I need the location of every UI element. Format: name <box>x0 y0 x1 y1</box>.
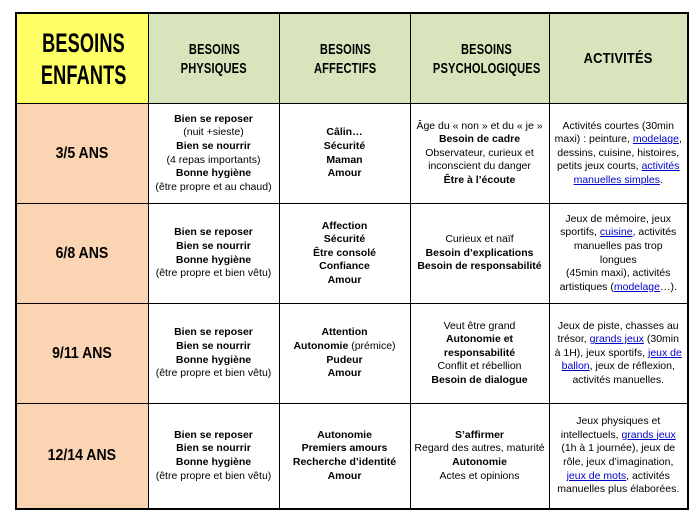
cell-line <box>152 367 276 381</box>
cell-line <box>152 326 276 340</box>
children-needs-table <box>15 12 689 510</box>
header-activities <box>549 13 688 104</box>
cell-line-text: Premiers amours <box>301 442 388 455</box>
header-physical-line2: PHYSIQUES <box>180 59 247 77</box>
cell-line <box>283 126 407 140</box>
activity-text: dessins, cuisine, histoires, <box>557 146 680 159</box>
activity-line <box>555 174 683 188</box>
activity-line <box>555 429 683 443</box>
cell-line-text: Conflit et rébellion <box>437 360 522 373</box>
activity-line <box>555 281 683 295</box>
cell-line-text: Regard des autres, maturité <box>414 442 545 455</box>
cell-line-text: Bien se nourrir <box>176 239 251 252</box>
cell-line-text: (être propre et au chaud) <box>155 180 272 193</box>
cell-line-text: Recherche d’identité <box>292 456 397 468</box>
cell-line-text: Amour <box>327 167 362 180</box>
activity-line <box>555 374 683 388</box>
cell-line <box>414 120 546 134</box>
cell-line-text: Bien se nourrir <box>176 442 251 455</box>
physical-needs-cell <box>148 304 279 404</box>
table-row <box>16 204 688 304</box>
cell-line <box>152 456 276 470</box>
age-group-label: 9/11 ANS <box>52 344 113 362</box>
cell-line <box>283 456 407 470</box>
cell-line <box>152 226 276 240</box>
header-psychological-line2: PSYCHOLOGIQUES <box>432 59 540 77</box>
affective-needs-cell <box>279 404 410 510</box>
age-group-cell <box>16 204 148 304</box>
cell-line <box>152 254 276 268</box>
cell-line <box>414 160 546 174</box>
cell-line-text: Autonomie <box>317 428 372 441</box>
cell-line-text: Affection <box>321 219 368 232</box>
activity-link[interactable]: grands jeux <box>621 428 676 441</box>
cell-line-text: Bonne hygiène <box>175 253 252 266</box>
cell-line <box>283 340 407 354</box>
psychological-needs-cell <box>410 304 549 404</box>
age-group-label: 3/5 ANS <box>55 144 109 162</box>
activities-cell <box>549 204 688 304</box>
activity-line <box>555 160 683 174</box>
header-corner-line2: ENFANTS <box>40 59 127 90</box>
activity-line <box>555 147 683 161</box>
activity-line <box>555 470 683 484</box>
activity-link[interactable]: cuisine <box>599 226 633 239</box>
cell-line <box>283 247 407 261</box>
table-body <box>16 104 688 510</box>
cell-line-text: Bonne hygiène <box>175 167 252 180</box>
cell-line <box>283 167 407 181</box>
cell-line-text: Bonne hygiène <box>175 353 252 366</box>
cell-line-text: Âge du « non » et du « je » <box>416 119 543 132</box>
cell-line <box>283 154 407 168</box>
cell-line-text: Bien se nourrir <box>176 139 251 152</box>
affective-needs-cell <box>279 104 410 204</box>
cell-line <box>414 429 546 443</box>
header-affective-line2: AFFECTIFS <box>313 59 376 77</box>
cell-line-text: Bonne hygiène <box>175 456 252 468</box>
activity-text: rôle, jeux d’imagination, <box>563 456 674 468</box>
cell-line <box>414 374 546 388</box>
header-psychological-line1: BESOINS <box>460 40 512 58</box>
activity-text: intellectuels, <box>560 428 622 441</box>
activity-text: à 1H), jeux sportifs, <box>554 346 648 359</box>
cell-line-text: S’affirmer <box>454 428 505 441</box>
cell-line <box>414 456 546 470</box>
cell-line-text: Amour <box>327 367 362 380</box>
activity-line <box>555 267 683 281</box>
cell-line-text: Amour <box>327 273 362 286</box>
cell-line <box>414 320 546 334</box>
activity-line <box>555 226 683 240</box>
psychological-needs-cell <box>410 404 549 510</box>
activity-link[interactable]: ballon <box>561 360 590 373</box>
activity-line <box>555 415 683 429</box>
cell-line <box>152 126 276 140</box>
activity-text: Jeux de mémoire, jeux <box>565 212 672 225</box>
activity-line <box>555 333 683 347</box>
activity-link[interactable]: jeux de <box>648 346 682 359</box>
cell-line-text: (être propre et bien vêtu) <box>155 367 272 380</box>
activity-line <box>555 240 683 267</box>
header-row <box>16 13 688 104</box>
cell-line-text: (4 repas importants) <box>166 153 261 166</box>
cell-line-text: responsabilité <box>443 346 516 359</box>
cell-line <box>283 274 407 288</box>
cell-line <box>152 167 276 181</box>
activity-text: , <box>678 133 682 146</box>
cell-line-text: Autonomie <box>452 456 507 468</box>
activity-line <box>555 360 683 374</box>
psychological-needs-cell <box>410 104 549 204</box>
cell-line-text: (nuit +sieste) <box>183 126 244 139</box>
activity-text: Activités courtes (30min <box>562 119 674 132</box>
age-group-label: 12/14 ANS <box>48 447 117 464</box>
cell-line <box>283 220 407 234</box>
cell-line <box>283 470 407 484</box>
cell-line <box>414 347 546 361</box>
activity-text: , activités <box>626 469 670 482</box>
activity-text: , activités <box>632 226 677 239</box>
cell-line <box>283 367 407 381</box>
activities-cell <box>549 404 688 510</box>
physical-needs-cell <box>148 204 279 304</box>
activity-link[interactable]: modelage <box>613 280 660 293</box>
cell-line-text: Être consolé <box>312 246 377 259</box>
cell-line-note: (prémice) <box>348 339 396 352</box>
activity-text: , jeux de réflexion, <box>589 360 675 373</box>
cell-line <box>283 442 407 456</box>
affective-needs-cell <box>279 304 410 404</box>
cell-line <box>152 470 276 484</box>
age-group-cell <box>16 404 148 510</box>
cell-line-text: Bien se reposer <box>174 226 253 239</box>
cell-line-text: Bien se reposer <box>174 428 253 441</box>
header-affective <box>279 13 410 104</box>
header-corner <box>16 13 148 104</box>
cell-line <box>283 326 407 340</box>
cell-line <box>414 360 546 374</box>
cell-line-text: Bien se nourrir <box>176 339 251 352</box>
activity-link[interactable]: modelage <box>632 133 679 146</box>
cell-line-text: Attention <box>321 326 368 339</box>
cell-line-text: Autonomie et <box>445 333 514 346</box>
cell-line-text: Actes et opinions <box>439 469 520 482</box>
cell-line <box>414 174 546 188</box>
cell-line <box>283 354 407 368</box>
header-psychological <box>410 13 549 104</box>
activity-link[interactable]: grands jeux <box>589 333 644 346</box>
activity-line <box>555 442 683 456</box>
activity-line <box>555 483 683 497</box>
activity-link[interactable]: manuelles simples <box>573 173 660 186</box>
cell-line-text: Besoin de responsabilité <box>417 260 542 273</box>
activity-text: activités manuelles. <box>572 373 665 386</box>
activity-text: Jeux de piste, chasses au <box>557 319 679 332</box>
table-row <box>16 104 688 204</box>
cell-line-text: (être propre et bien vêtu) <box>155 469 272 482</box>
cell-line-text: Observateur, curieux et <box>425 146 534 159</box>
header-physical-line1: BESOINS <box>188 40 239 58</box>
activity-link[interactable]: activités <box>641 160 680 173</box>
cell-line <box>414 147 546 161</box>
cell-line <box>152 340 276 354</box>
cell-line <box>152 140 276 154</box>
cell-line-text: Sécurité <box>323 139 366 152</box>
cell-line-text: Bien se reposer <box>174 112 253 125</box>
activity-text: (30min <box>643 333 679 346</box>
header-activities-label: ACTIVITÉS <box>583 50 653 67</box>
cell-line <box>152 154 276 168</box>
physical-needs-cell <box>148 404 279 510</box>
cell-line <box>414 442 546 456</box>
cell-line <box>152 354 276 368</box>
cell-line-text: Autonomie <box>293 339 349 352</box>
cell-line-text: Curieux et naïf <box>445 233 514 246</box>
cell-line-text: Besoin d’explications <box>425 246 534 259</box>
cell-line <box>283 429 407 443</box>
cell-line-text: Câlin… <box>326 126 363 139</box>
activity-text: petits jeux courts, <box>556 160 642 173</box>
activity-text: sportifs, <box>560 226 600 239</box>
cell-line <box>283 260 407 274</box>
activity-text: trésor, <box>557 333 590 346</box>
physical-needs-cell <box>148 104 279 204</box>
cell-line <box>152 181 276 195</box>
cell-line <box>414 333 546 347</box>
activity-text: (45min maxi), activités <box>566 267 671 280</box>
activity-text: (1h à 1 journée), jeux de <box>561 442 676 455</box>
psychological-needs-cell <box>410 204 549 304</box>
age-group-cell <box>16 304 148 404</box>
cell-line-text: Sécurité <box>323 233 366 246</box>
age-group-cell <box>16 104 148 204</box>
activity-line <box>555 320 683 334</box>
table-row <box>16 404 688 510</box>
header-affective-line1: BESOINS <box>319 40 370 58</box>
cell-line-text: Besoin de dialogue <box>431 373 528 386</box>
cell-line-text: Maman <box>326 153 363 166</box>
activity-line <box>555 133 683 147</box>
cell-line <box>414 233 546 247</box>
cell-line <box>414 260 546 274</box>
cell-line <box>152 267 276 281</box>
cell-line <box>283 140 407 154</box>
activities-cell <box>549 104 688 204</box>
activity-line <box>555 456 683 470</box>
cell-line-text: inconscient du danger <box>428 160 531 173</box>
age-group-label: 6/8 ANS <box>55 244 109 262</box>
activity-link[interactable]: jeux de mots <box>566 469 627 482</box>
cell-line-text: (être propre et bien vêtu) <box>155 267 272 280</box>
needs-table-wrapper <box>15 12 689 510</box>
cell-line-text: Besoin de cadre <box>438 133 521 146</box>
cell-line-text: Veut être grand <box>443 319 516 332</box>
cell-line <box>152 429 276 443</box>
cell-line-text: Bien se reposer <box>174 326 253 339</box>
cell-line <box>152 113 276 127</box>
cell-line <box>414 133 546 147</box>
activity-text: Jeux physiques et <box>576 415 661 428</box>
cell-line <box>414 470 546 484</box>
cell-line-text: Pudeur <box>326 353 363 366</box>
cell-line <box>152 240 276 254</box>
activity-line <box>555 347 683 361</box>
cell-line <box>152 442 276 456</box>
cell-line-text: Confiance <box>319 260 370 273</box>
activity-text: maxi) : peinture, <box>554 133 633 146</box>
affective-needs-cell <box>279 204 410 304</box>
activity-line <box>555 213 683 227</box>
table-row <box>16 304 688 404</box>
activities-cell <box>549 304 688 404</box>
activity-text: manuelles pas trop longues <box>573 239 663 266</box>
cell-line-text: Être à l’écoute <box>443 173 516 186</box>
cell-line-text: Amour <box>327 469 362 482</box>
activity-text: . <box>659 173 663 186</box>
cell-line <box>414 247 546 261</box>
activity-text: artistiques ( <box>559 280 614 293</box>
cell-line <box>283 233 407 247</box>
header-corner-line1: BESOINS <box>42 27 126 58</box>
activity-text: manuelles plus élaborées. <box>557 483 680 496</box>
activity-text: …). <box>659 280 677 293</box>
activity-line <box>555 120 683 134</box>
header-physical <box>148 13 279 104</box>
